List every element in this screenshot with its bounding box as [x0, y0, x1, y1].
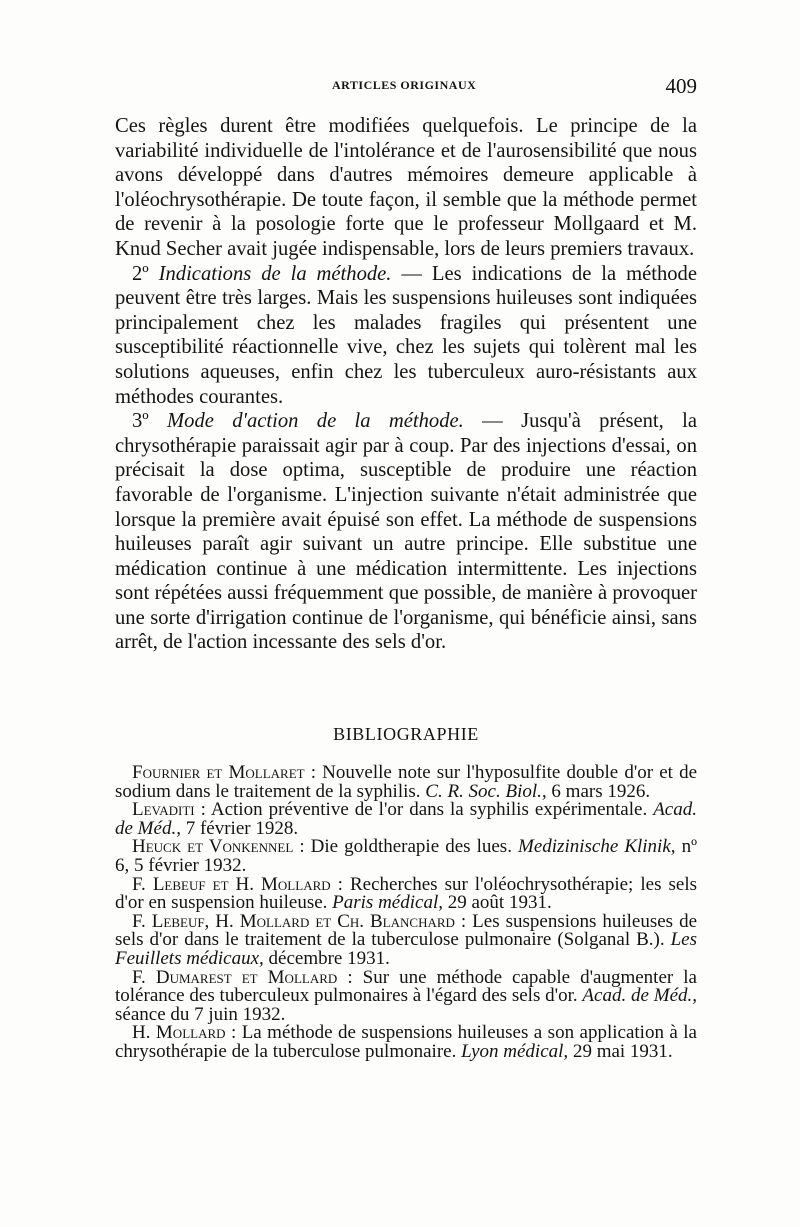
entry-title: Les suspensions huileuses de sels d'or dans le traitement de la tuberculose pulmonaire (Solganal B.).	[115, 910, 697, 951]
entry-source: Les Feuillets médicaux,	[115, 929, 697, 969]
paragraph-text: — Les indications de la méthode peuvent être très larges. Mais les suspensions huileuses sont indiquées principalement chez les malades fragiles qui présentent une susceptibilité réactionnelle vive, chez les sujets qui tolèrent mal les solutions aqueuses, enfin chez les tuberculeux auro-résistants aux méthodes courantes.	[115, 262, 697, 408]
running-title: ARTICLES ORIGINAUX	[332, 78, 477, 92]
entry-authors: Levaditi :	[132, 799, 206, 821]
paragraph-rules	[115, 114, 697, 262]
entry-date: séance du 7 juin 1932.	[115, 1003, 286, 1025]
entry-authors: F. Lebeuf, H. Mollard et Ch. Blanchard :	[132, 910, 467, 932]
entry-source: Medizinische Klinik,	[518, 836, 676, 858]
entry-authors: H. Mollard :	[132, 1022, 237, 1044]
bibliography-entry	[115, 801, 697, 838]
entry-title: Recherches sur l'oléochrysothérapie; les sels d'or en suspension huileuse.	[115, 873, 697, 914]
bibliography-entry	[115, 910, 697, 969]
entry-title: Action préventive de l'or dans la syphilis expérimentale.	[205, 799, 654, 821]
entry-title: La méthode de suspensions huileuses a son application à la chrysothérapie de la tuberculose pulmonaire.	[115, 1022, 697, 1062]
entry-title: Die goldtherapie des lues.	[304, 836, 519, 858]
bibliography-entry	[115, 838, 697, 875]
article-body	[115, 114, 697, 655]
section-number: 2º	[132, 262, 149, 285]
entry-source: Lyon médical,	[461, 1040, 569, 1062]
entry-title: Sur une méthode capable d'augmenter la tolérance des tuberculeux pulmonaires à l'égard des sels d'or.	[115, 966, 697, 1007]
section-title: Mode d'action de la méthode.	[167, 410, 464, 433]
bibliography-entry	[115, 966, 697, 1025]
entry-date: 29 mai 1931.	[568, 1040, 673, 1062]
entry-date: 7 février 1928.	[180, 817, 299, 839]
bibliography-entry	[115, 1024, 697, 1061]
section-number: 3º	[132, 410, 149, 433]
entry-authors: F. Lebeuf et H. Mollard :	[132, 873, 343, 895]
entry-date: décembre 1931.	[263, 947, 390, 969]
entry-authors: Heuck et Vonkennel :	[132, 836, 305, 858]
section-title: Indications de la méthode.	[158, 262, 392, 285]
paragraph-indications	[115, 262, 697, 410]
bibliography-entry	[115, 764, 697, 801]
entry-date: 29 août 1931.	[442, 892, 552, 914]
entry-source: Paris médical,	[332, 892, 443, 914]
entry-source: C. R. Soc. Biol.,	[425, 780, 547, 802]
entry-date: nº 6, 5 février 1932.	[115, 836, 697, 876]
page-number: 409	[665, 74, 697, 98]
running-header	[117, 74, 697, 100]
paragraph-mode-action	[115, 409, 697, 655]
paragraph-text: Ces règles durent être modifiées quelquefois. Le principe de la variabilité individuelle de l'intolérance et de l'aurosensibilité que nous avons développé dans d'autres mémoires demeure applicable à l'oléochrysothérapie. De toute façon, il semble que la méthode permet de revenir à la posologie forte que le professeur Mollgaard et M. Knud Secher avait jugée indispensable, lors de leurs premiers travaux.	[115, 115, 697, 260]
entry-source: Acad. de Méd.,	[115, 799, 697, 839]
bibliography-list	[115, 764, 697, 1062]
entry-authors: F. Dumarest et Mollard :	[132, 966, 353, 988]
entry-date: 6 mars 1926.	[546, 780, 651, 802]
entry-source: Acad. de Méd.,	[582, 985, 697, 1007]
bibliography-entry	[115, 873, 697, 914]
paragraph-text: — Jusqu'à présent, la chrysothérapie paraissait agir par à coup. Par des injections d'essai, on précisait la dose optima, susceptible de produire une réaction favorable de l'organisme. L'injection suivante n'était administrée que lorsque la première avait épuisé son effet. La méthode de suspensions huileuses paraît agir suivant un autre principe. Elle substitue une médication continue à une médication intermittente. Les injections sont répétées aussi fréquemment que possible, de manière à provoquer une sorte d'irrigation continue de l'organisme, qui bénéficie ainsi, sans arrêt, de l'action incessante des sels d'or.	[115, 410, 697, 654]
entry-authors: Fournier et Mollaret :	[132, 762, 317, 783]
bibliography-heading: BIBLIOGRAPHIE	[333, 724, 479, 744]
entry-title: Nouvelle note sur l'hyposulfite double d'or et de sodium dans le traitement de la syphilis.	[115, 762, 698, 802]
